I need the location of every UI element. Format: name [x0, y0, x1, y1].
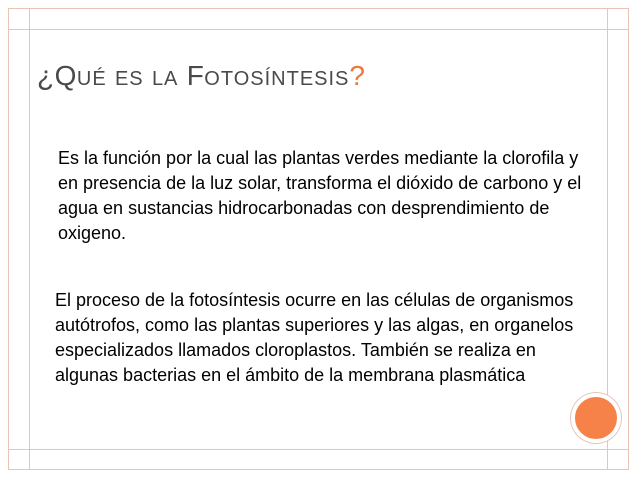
- paragraph-process: El proceso de la fotosíntesis ocurre en las células de organismos autótrofos, como las plantas superiores y las algas, en organelos especializados llamados cloroplastos. También se realiza en algunas bacterias en el ámbito de la membrana plasmática: [55, 290, 574, 385]
- frame-top-line: [8, 29, 629, 30]
- title-word-es: ES: [114, 68, 144, 90]
- frame-bottom-line: [8, 449, 629, 450]
- decorative-circle: [571, 393, 621, 443]
- title-word-la: LA: [151, 68, 179, 90]
- paragraph-definition: Es la función por la cual las plantas verdes mediante la clorofila y en presencia de la luz solar, transforma el dióxido de carbono y el agua en sustancias hidrocarbonadas con desprendimiento de oxigeno.: [58, 148, 582, 243]
- title-first-letter: Q: [54, 60, 77, 91]
- title-open-mark: ¿: [37, 60, 55, 91]
- title-first-rest: UÉ: [76, 68, 107, 90]
- frame-left-line: [29, 8, 30, 470]
- slide-title: [37, 58, 365, 97]
- title-word-rest: OTOSÍNTESIS: [204, 68, 350, 90]
- title-word-first-letter: F: [186, 60, 205, 91]
- title-close-mark: ?: [349, 60, 366, 91]
